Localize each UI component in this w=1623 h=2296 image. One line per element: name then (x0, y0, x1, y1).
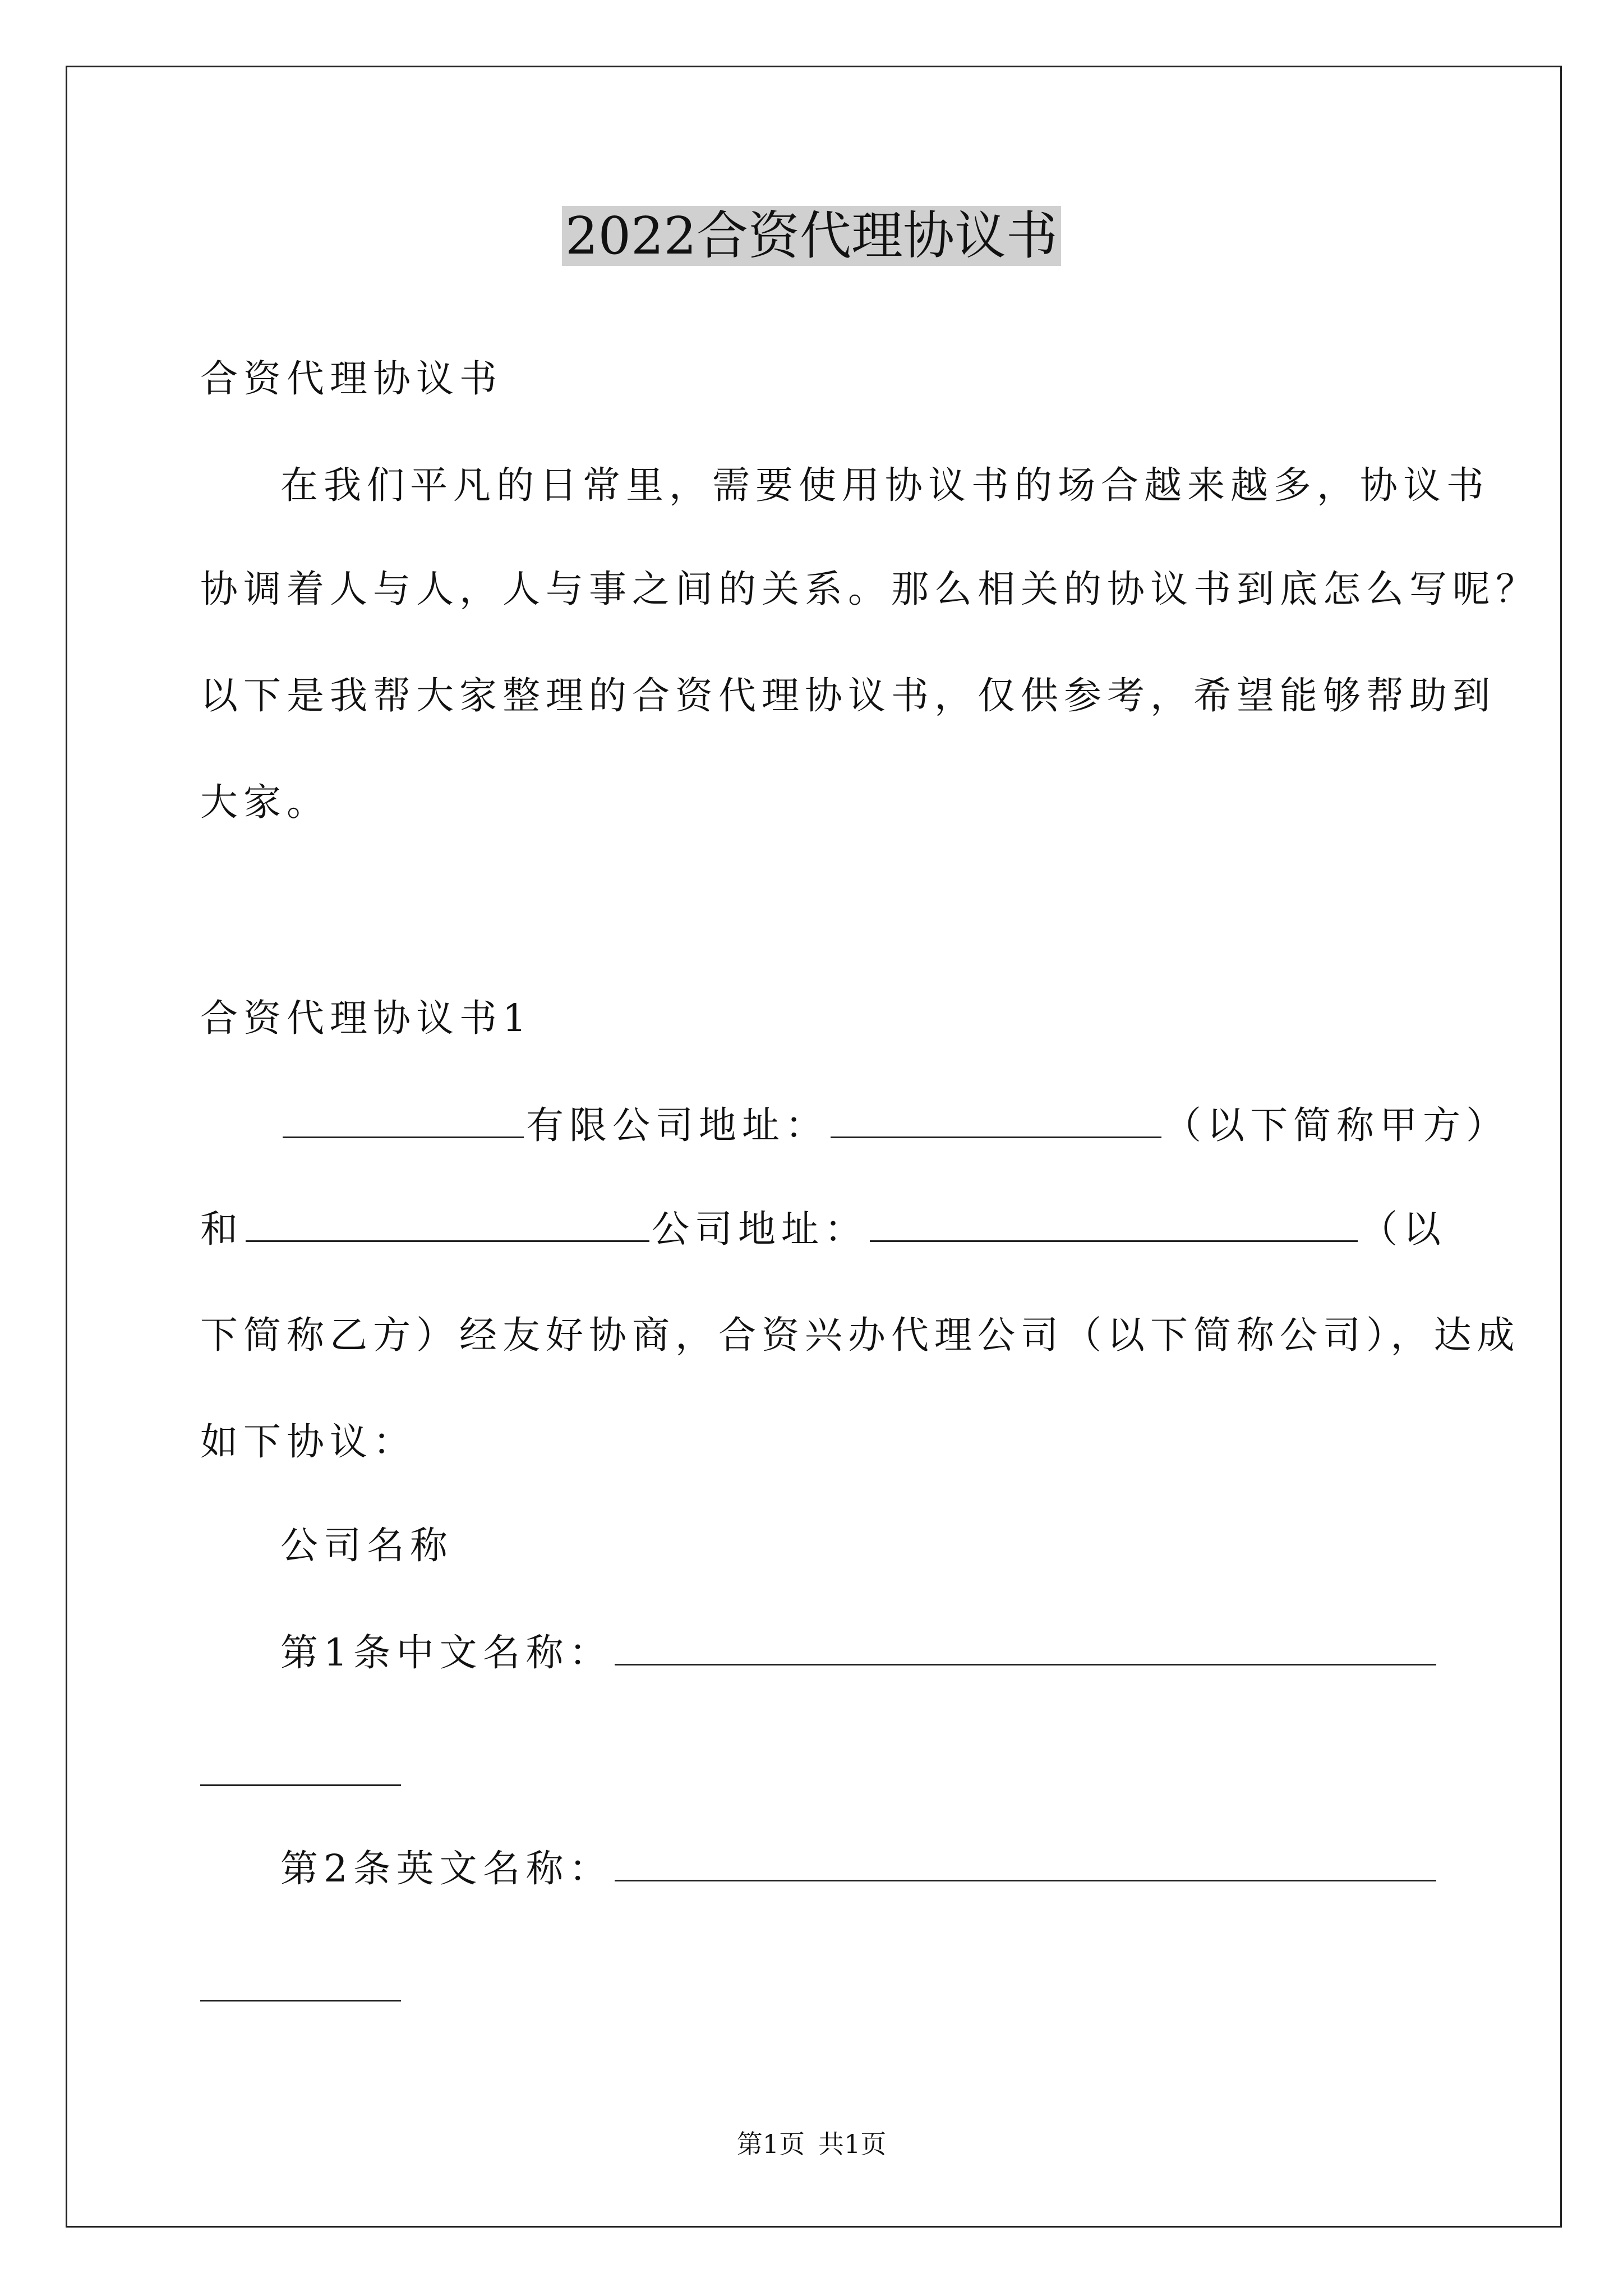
blank-party-b-name (246, 1203, 649, 1242)
page-count: 共1页 (818, 2129, 887, 2159)
company-name-heading: 公司名称 (280, 1524, 453, 1567)
party-b-company-label: 公司地址： (652, 1207, 868, 1251)
article-1-label: 第1条中文名称： (280, 1631, 612, 1674)
intro-line-2: 协调着人与人，人与事之间的关系。那么相关的协议书到底怎么写呢？ (200, 567, 1539, 611)
blank-chinese-name (615, 1627, 1436, 1665)
blank-chinese-name-continued (200, 1784, 401, 1786)
parties-line-2 (200, 1203, 1446, 1254)
intro-line-4: 大家。 (200, 780, 330, 824)
document-title: 2022合资代理协议书 (0, 200, 1623, 273)
page-footer (0, 2127, 1623, 2161)
parties-line-3: 下简称乙方）经友好协商，合资兴办代理公司（以下简称公司），达成 (200, 1313, 1520, 1357)
intro-line-1: 在我们平凡的日常里，需要使用协议书的场合越来越多，协议书 (280, 463, 1490, 507)
blank-english-name (615, 1843, 1436, 1881)
blank-party-a-name (283, 1099, 524, 1138)
party-a-company-label: 有限公司地址： (526, 1103, 828, 1147)
article-2-line (280, 1843, 1438, 1894)
party-a-suffix: （以下简称甲方） (1164, 1103, 1509, 1147)
blank-english-name-continued (200, 2000, 401, 2001)
intro-line-3: 以下是我帮大家整理的合资代理协议书，仅供参考，希望能够帮助到 (200, 674, 1496, 717)
article-1-line (280, 1627, 1438, 1678)
parties-line-1 (280, 1099, 1509, 1151)
party-b-prefix: 和 (200, 1207, 243, 1251)
article-2-label: 第2条英文名称： (280, 1847, 612, 1890)
page-number: 第1页 (736, 2129, 805, 2159)
party-b-suffix: （以 (1360, 1207, 1446, 1251)
blank-party-a-address (831, 1099, 1161, 1138)
blank-party-b-address (870, 1203, 1358, 1242)
section-heading: 合资代理协议书1 (200, 996, 532, 1040)
heading: 合资代理协议书 (200, 357, 502, 401)
parties-line-4: 如下协议： (200, 1420, 416, 1464)
